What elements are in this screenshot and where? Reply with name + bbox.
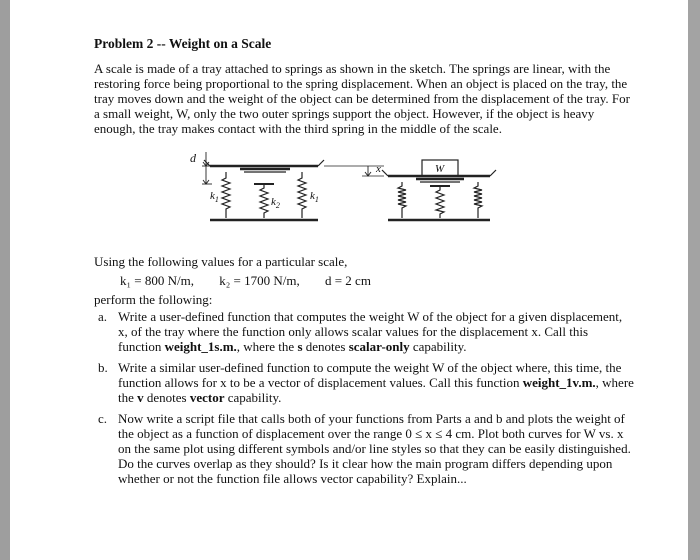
task-text: Now write a script file that calls both of your functions from Parts a and b and plots the weight of the object as a function of displacement over the range 0 ≤ x ≤ 4 cm. Plot both curves for W vs. x on the same plot using different symbols and/or line styles so that they can be easily distinguished. Do the curves overlap as they should? Is it clear how the main program differs depending upon whether or not the function file allows vector capability? Explain... — [118, 411, 631, 486]
problem-title: Problem 2 -- Weight on a Scale — [94, 36, 272, 51]
task-c — [94, 411, 634, 486]
task-b — [94, 360, 634, 405]
task-marker: b. — [98, 360, 108, 375]
label-k2: $k_2$ — [271, 196, 280, 210]
value-d: d = 2 cm — [324, 273, 371, 288]
values-intro: Using the following values for a particular scale, — [94, 254, 348, 269]
task-a — [94, 309, 634, 354]
given-values — [120, 273, 634, 288]
right-page-margin — [688, 0, 700, 560]
label-k1-right: $k_1$ — [310, 190, 319, 204]
task-marker: a. — [98, 309, 108, 324]
task-text: Write a user-defined function that computes the weight W of the object for a given displacement, x, of the tray where the function only allows scalar values for the displacement x. Call this function weight_1s.m., where the s denotes scalar-only capability. — [118, 309, 623, 354]
task-text: Write a similar user-defined function to compute the weight W of the object where, this time, the function allows for x to be a vector of displacement values. Call this function weight_1v.m., where the v denotes vector capability. — [118, 360, 634, 405]
label-x: x — [376, 163, 381, 175]
left-page-margin — [0, 0, 10, 560]
label-k1-left: $k_1$ — [210, 190, 219, 204]
value-k2: k₂ = 1700 N/m, — [219, 273, 300, 288]
scale-sketch — [94, 142, 634, 242]
problem-intro: A scale is made of a tray attached to springs as shown in the sketch. The springs are linear, with the restoring force being proportional to the spring displacement. When an object is placed on the tray, the tray moves down and the weight of the object can be determined from the displacement of the tray. For a small weight, W, only the two outer springs support the object. However, if the object is heavy enough, the tray makes contact with the third spring in the middle of the scale. — [94, 61, 630, 136]
task-marker: c. — [98, 411, 108, 426]
perform-label: perform the following: — [94, 292, 213, 307]
problem-page — [94, 36, 634, 492]
scale-sketch-drawing — [94, 142, 634, 242]
label-d: d — [190, 151, 196, 165]
label-weight: W — [435, 163, 445, 175]
task-list — [94, 309, 634, 486]
value-k1: k₁ = 800 N/m, — [120, 273, 194, 288]
